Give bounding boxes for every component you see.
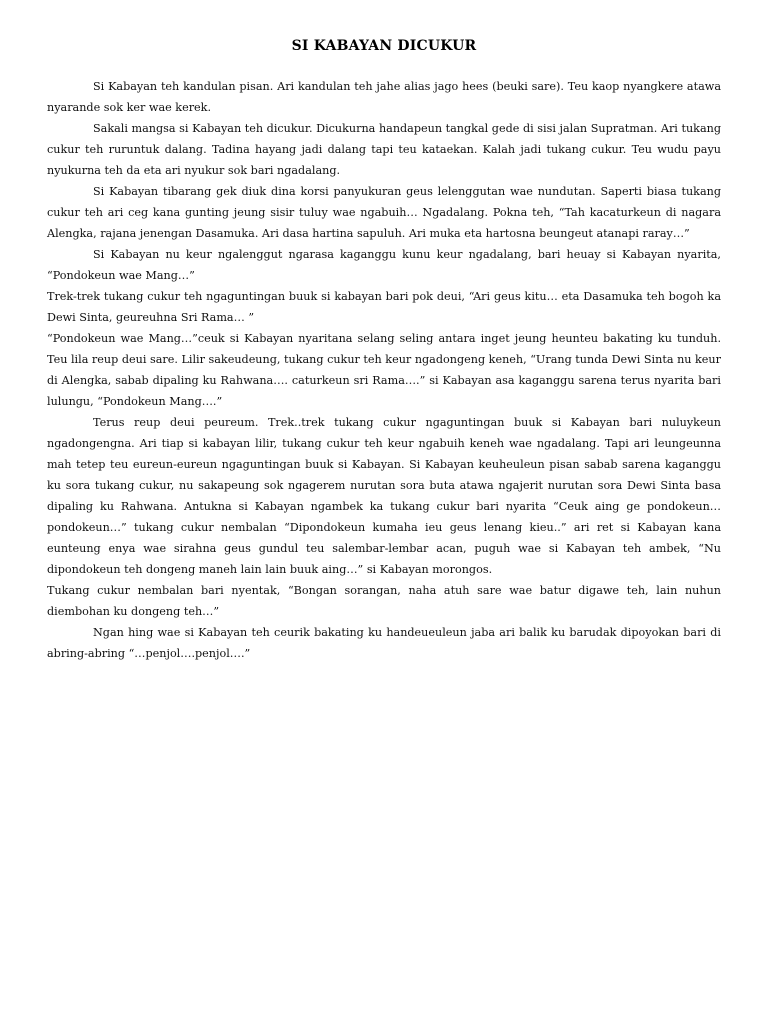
paragraph: Terus reup deui peureum. Trek..trek tukang cukur ngaguntingan buuk si Kabayan bari nuluykeun ngadongengna. Ari tiap si kabayan lilir, tukang cukur teh keur ngabuih keneh wae ngadalang. Tapi ari leungeunna mah tetep teu eureun-eureun ngaguntingan buuk si Kabayan. Si Kabayan keuheuleun pisan sabab sarena kaganggu ku sora tukang cukur, nu sakapeung sok ngagerem nurutan sora buta atawa ngajerit nurutan sora Dewi Sinta basa dipaling ku Rahwana. Antukna si Kabayan ngambek ka tukang cukur bari nyarita “Ceuk aing ge pondokeun…pondokeun…” tukang cukur nembalan “Dipondokeun kumaha ieu geus lenang kieu..” ari ret si Kabayan kana eunteung enya wae sirahna geus gundul teu salembar-lembar acan, puguh wae si Kabayan teh ambek, “Nu dipondokeun teh dongeng maneh lain lain buuk aing…” si Kabayan morongos. bbox=[47, 416, 721, 576]
paragraph: Tukang cukur nembalan bari nyentak, “Bongan sorangan, naha atuh sare wae batur digawe teh, lain nuhun diembohan ku dongeng teh…” bbox=[47, 584, 721, 618]
paragraph: Sakali mangsa si Kabayan teh dicukur. Dicukurna handapeun tangkal gede di sisi jalan Supratman. Ari tukang cukur teh ruruntuk dalang. Tadina hayang jadi dalang tapi teu kataekan. Kalah jadi tukang cukur. Teu wudu payu nyukurna teh da eta ari nyukur sok bari ngadalang. bbox=[47, 122, 721, 177]
paragraph: Trek-trek tukang cukur teh ngaguntingan buuk si kabayan bari pok deui, “Ari geus kitu… eta Dasamuka teh bogoh ka Dewi Sinta, geureuhna Sri Rama… ” bbox=[47, 290, 721, 324]
paragraph: Ngan hing wae si Kabayan teh ceurik bakating ku handeueuleun jaba ari balik ku barudak dipoyokan bari di abring-abring “…penjol….penjol….” bbox=[47, 626, 721, 660]
document-body bbox=[47, 76, 721, 664]
paragraph: Si Kabayan tibarang gek diuk dina korsi panyukuran geus lelenggutan wae nundutan. Saperti biasa tukang cukur teh ari ceg kana gunting jeung sisir tuluy wae ngabuih… Ngadalang. Pokna teh, “Tah kacaturkeun di nagara Alengka, rajana jenengan Dasamuka. Ari dasa hartina sapuluh. Ari muka eta hartosna beungeut atanapi raray…” bbox=[47, 185, 721, 240]
paragraph: Si Kabayan teh kandulan pisan. Ari kandulan teh jahe alias jago hees (beuki sare). Teu kaop nyangkere atawa nyarande sok ker wae kerek. bbox=[47, 80, 721, 114]
document-title: SI KABAYAN DICUKUR bbox=[291, 38, 477, 54]
paragraph: “Pondokeun wae Mang…”ceuk si Kabayan nyaritana selang seling antara inget jeung heunteu bakating ku tunduh. Teu lila reup deui sare. Lilir sakeudeung, tukang cukur teh keur ngadongeng keneh, “Urang tunda Dewi Sinta nu keur di Alengka, sabab dipaling ku Rahwana…. caturkeun sri Rama….” si Kabayan asa kaganggu sarena terus nyarita bari lulungu, “Pondokeun Mang….” bbox=[47, 332, 721, 408]
paragraph: Si Kabayan nu keur ngalenggut ngarasa kaganggu kunu keur ngadalang, bari heuay si Kabayan nyarita, “Pondokeun wae Mang…” bbox=[47, 248, 721, 282]
